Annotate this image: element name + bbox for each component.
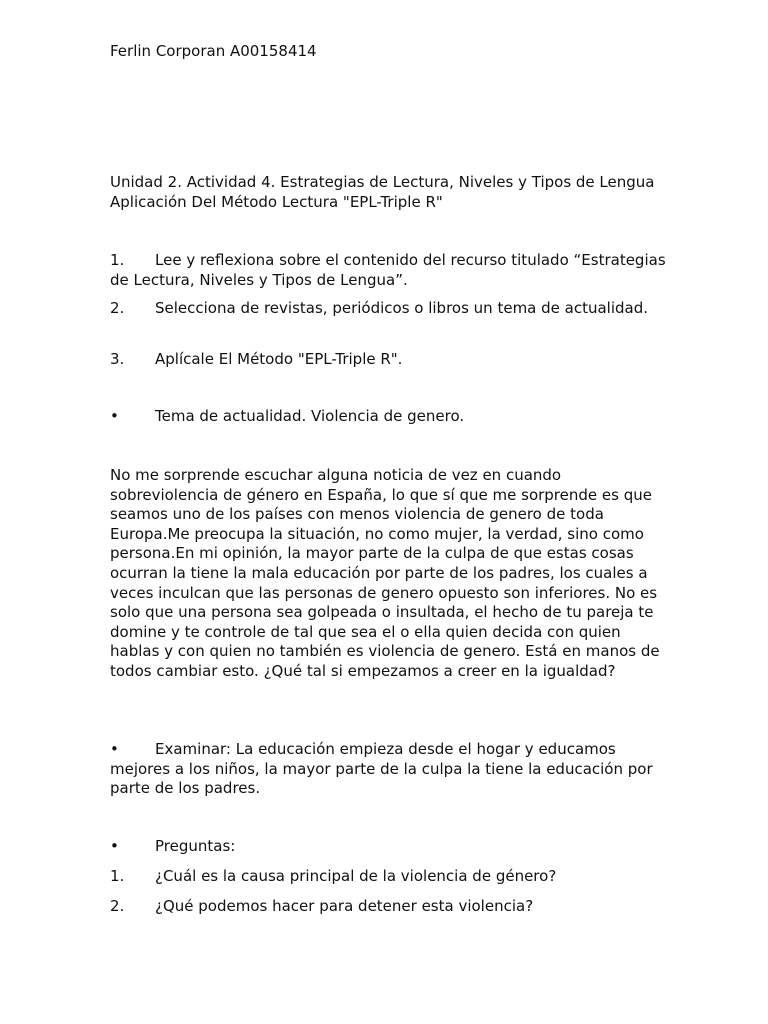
step-marker-2: 2.: [110, 299, 125, 317]
bullet-marker: •: [110, 740, 119, 758]
question-text-1: ¿Cuál es la causa principal de la violencia de género?: [155, 867, 557, 885]
author-line: Ferlin Corporan A00158414: [110, 42, 317, 60]
step-text-2: Selecciona de revistas, periódicos o libros un tema de actualidad.: [155, 299, 649, 317]
body-paragraph: No me sorprende escuchar alguna noticia de vez en cuando sobreviolencia de género en España, lo que sí que me sorprende es que seamos uno de los países con menos violencia de genero de toda Europa.Me preocupa la situación, no como mujer, la verdad, sino como persona.En mi opinión, la mayor parte de la culpa de que estas cosas ocurran la tiene la mala educación por parte de los padres, los cuales a veces inculcan que las personas de genero opuesto son inferiores. No es solo que una persona sea golpeada o insultada, el hecho de tu pareja te domine y te controle de tal que sea el o ella quien decida con quien hablas y con quien no también es violencia de genero. Está en manos de todos cambiar esto. ¿Qué tal si empezamos a creer en la igualdad?: [110, 466, 660, 680]
bullet-marker: •: [110, 837, 119, 855]
questions-heading: Preguntas:: [155, 837, 236, 855]
step-item-2: [110, 299, 670, 319]
examine-bullet: [110, 740, 670, 799]
question-marker-2: 2.: [110, 897, 125, 915]
question-marker-1: 1.: [110, 867, 125, 885]
examine-text: Examinar: La educación empieza desde el hogar y educamos mejores a los niños, la mayor parte de la culpa la tiene la educación por parte de los padres.: [110, 740, 653, 798]
topic-text: Tema de actualidad. Violencia de genero.: [155, 407, 465, 425]
step-marker-3: 3.: [110, 350, 125, 368]
topic-bullet: [110, 407, 670, 427]
question-text-2: ¿Qué podemos hacer para detener esta violencia?: [155, 897, 534, 915]
step-text-1: Lee y reflexiona sobre el contenido del recurso titulado “Estrategias de Lectura, Niveles y Tipos de Lengua”.: [110, 251, 666, 289]
step-marker-1: 1.: [110, 251, 125, 269]
question-item-1: [110, 867, 670, 887]
question-item-2: [110, 897, 670, 917]
questions-bullet: [110, 837, 670, 857]
document-title: Unidad 2. Actividad 4. Estrategias de Lectura, Niveles y Tipos de Lengua Aplicación Del Método Lectura "EPL-Triple R": [110, 173, 655, 211]
step-item-3: [110, 350, 670, 370]
step-item-1: [110, 251, 670, 290]
bullet-marker: •: [110, 407, 119, 425]
step-text-3: Aplícale El Método "EPL-Triple R".: [155, 350, 403, 368]
